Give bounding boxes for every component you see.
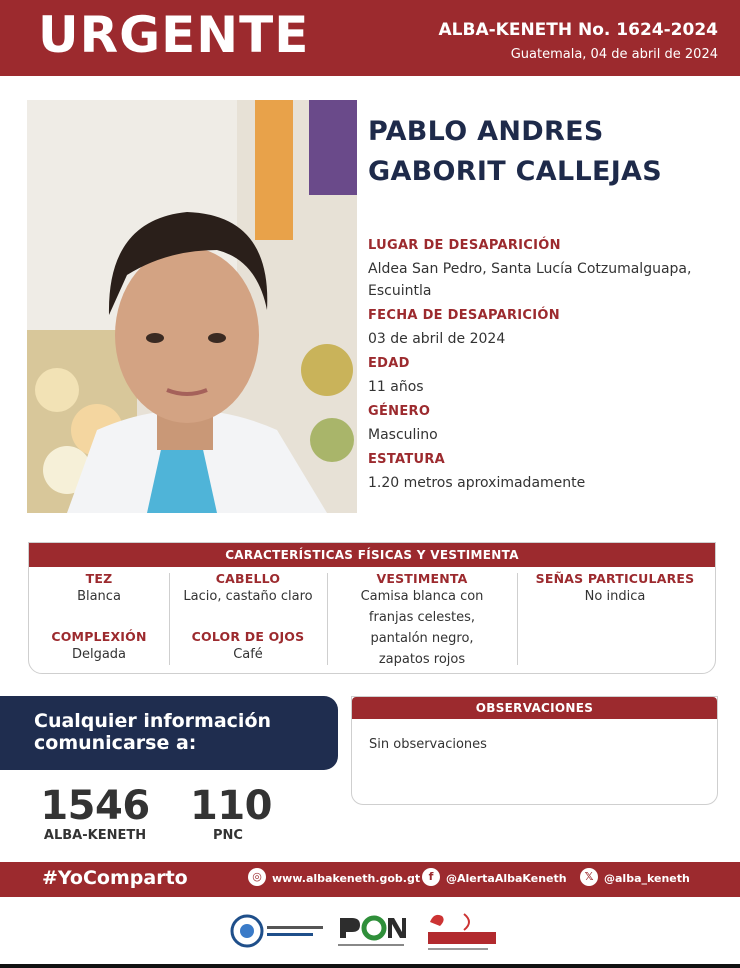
website-link[interactable]	[248, 871, 420, 886]
clothing-line: zapatos rojos	[378, 652, 466, 667]
tez-value: Blanca	[77, 589, 121, 604]
marks-label: SEÑAS PARTICULARES	[535, 571, 695, 586]
header-banner	[0, 0, 740, 76]
clothing-line: franjas celestes,	[368, 610, 476, 625]
bottom-edge	[0, 964, 740, 968]
clothing-label: VESTIMENTA	[376, 571, 468, 586]
complexion-value: Delgada	[71, 647, 127, 662]
detail-label-date: FECHA DE DESAPARICIÓN	[368, 308, 560, 323]
case-number: ALBA-KENETH No. 1624-2024	[438, 20, 718, 40]
tez-label: TEZ	[85, 571, 113, 586]
contact-line2: comunicarse a:	[34, 732, 197, 754]
complexion-label: COMPLEXIÓN	[51, 629, 147, 644]
observations-text: Sin observaciones	[369, 737, 487, 752]
characteristics-box	[28, 542, 716, 674]
footer-bar	[0, 862, 740, 897]
detail-value-gender: Masculino	[368, 427, 438, 443]
hashtag: #YoComparto	[42, 867, 188, 889]
missing-person-photo	[27, 100, 357, 513]
clothing-line: Camisa blanca con	[360, 589, 484, 604]
col-marks	[517, 571, 713, 607]
eye-color-value: Café	[233, 647, 263, 662]
urgent-title: URGENTE	[38, 6, 310, 64]
detail-value-height: 1.20 metros aproximadamente	[368, 475, 586, 491]
guatemala-government-logo	[229, 906, 329, 956]
marks-value: No indica	[584, 589, 646, 604]
contact-text	[34, 710, 271, 754]
person-name	[368, 112, 728, 192]
detail-label-height: ESTATURA	[368, 452, 446, 467]
observations-title: OBSERVACIONES	[352, 697, 717, 719]
x-icon: 𝕏	[580, 868, 598, 886]
facebook-text: @AlertaAlbaKeneth	[446, 872, 567, 885]
person-details	[368, 238, 728, 494]
contact-banner	[0, 696, 338, 770]
hair-value: Lacio, castaño claro	[183, 589, 313, 604]
detail-label-gender: GÉNERO	[368, 404, 431, 419]
phone-alba-keneth[interactable]	[40, 783, 150, 843]
clothing-line: pantalón negro,	[370, 631, 474, 646]
phone-label: ALBA-KENETH	[43, 828, 147, 843]
detail-label-place: LUGAR DE DESAPARICIÓN	[368, 238, 561, 253]
contact-line1: Cualquier información	[34, 710, 272, 732]
twitter-text: @alba_keneth	[604, 872, 690, 885]
eye-color-label: COLOR DE OJOS	[191, 629, 305, 644]
person-name-line1: PABLO ANDRES	[368, 116, 604, 147]
facebook-link[interactable]	[422, 871, 567, 886]
phone-number: 110	[190, 783, 272, 829]
twitter-link[interactable]	[580, 871, 690, 886]
detail-label-age: EDAD	[368, 356, 410, 371]
phone-number: 1546	[40, 783, 150, 829]
person-name-line2: GABORIT CALLEJAS	[368, 156, 662, 187]
phone-label: PNC	[213, 828, 243, 843]
detail-value-date: 03 de abril de 2024	[368, 331, 506, 347]
observations-box	[351, 696, 718, 805]
issue-date: Guatemala, 04 de abril de 2024	[510, 47, 718, 62]
alba-keneth-logo	[424, 906, 504, 956]
website-text: www.albakeneth.gob.gt	[272, 872, 421, 885]
facebook-icon: f	[422, 868, 440, 886]
hair-label: CABELLO	[215, 571, 281, 586]
detail-value-age: 11 años	[368, 379, 424, 395]
phone-pnc[interactable]	[190, 783, 272, 843]
col-tez-complexion	[29, 571, 169, 665]
globe-icon: ◎	[248, 868, 266, 886]
col-clothing	[327, 571, 517, 670]
col-hair-eyes	[169, 571, 327, 665]
detail-value-place: Aldea San Pedro, Santa Lucía Cotzumalguapa, Escuintla	[368, 261, 692, 299]
pgn-logo	[334, 906, 408, 956]
characteristics-title: CARACTERÍSTICAS FÍSICAS Y VESTIMENTA	[29, 543, 715, 567]
